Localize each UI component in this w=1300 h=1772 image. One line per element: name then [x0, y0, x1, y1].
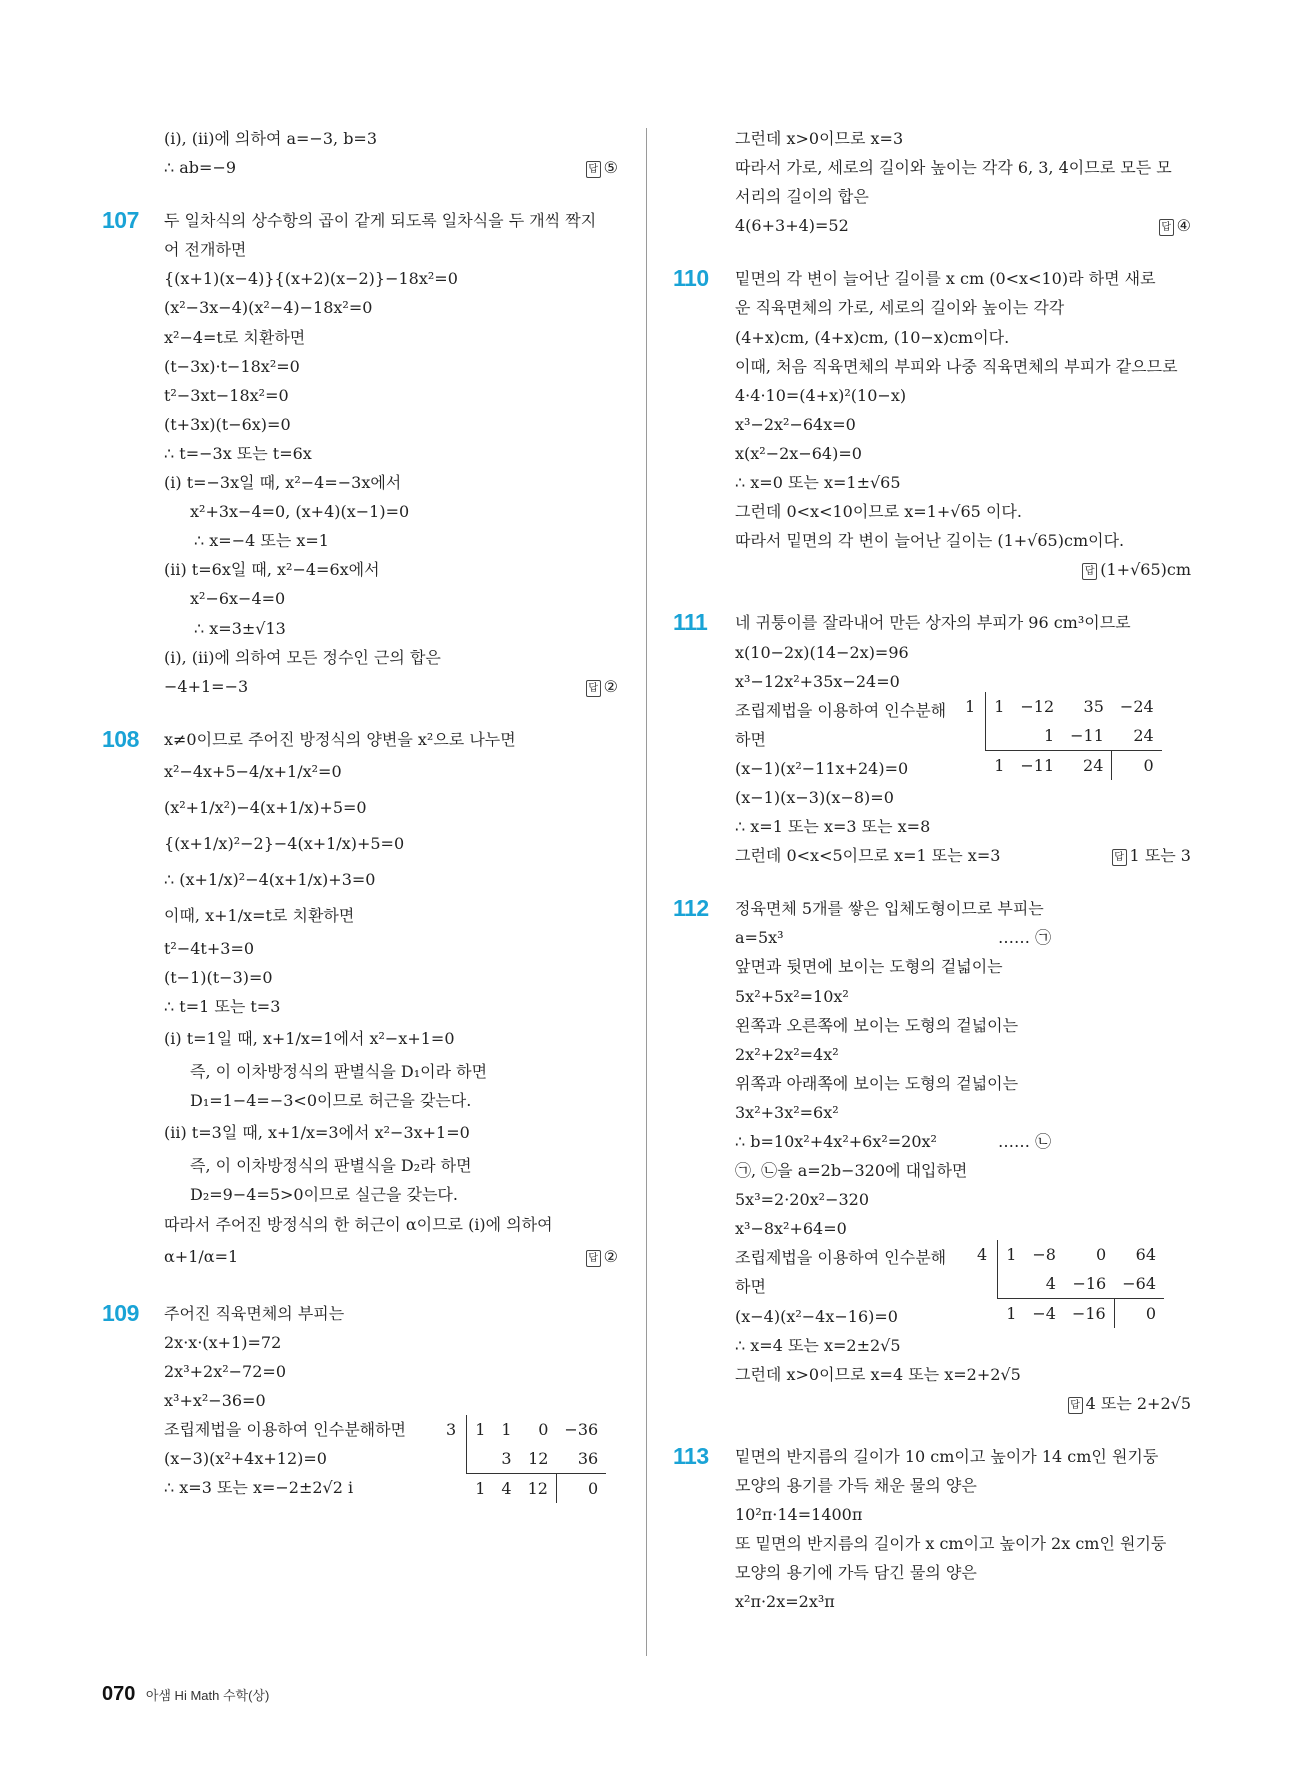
text-line: 모양의 용기를 가득 채운 물의 양은: [735, 1476, 977, 1496]
left-column: [102, 124, 618, 1502]
right-column: [673, 124, 1191, 1617]
text-line: 정육면체 5개를 쌓은 입체도형이므로 부피는: [735, 899, 1044, 919]
synthetic-cell: −36: [564, 1419, 599, 1439]
text-line: 운 직육면체의 가로, 세로의 길이와 높이는 각각: [735, 298, 1065, 318]
problem-108: [102, 725, 618, 1275]
text-line: (ⅰ), (ⅱ)에 의하여 모든 정수인 근의 합은: [164, 647, 441, 667]
text-line: x³−8x²+64=0: [735, 1219, 847, 1239]
answer: 답 (1+√65)cm: [1082, 560, 1191, 579]
answer: 답 ②: [586, 672, 618, 701]
synthetic-cell: −11: [1012, 751, 1062, 781]
synthetic-cell: 4: [493, 1473, 519, 1503]
problem-number: 110: [673, 265, 709, 292]
text-line: (ⅰ) t=−3x일 때, x²−4=−3x에서: [164, 473, 402, 493]
text-line: a=5x³: [735, 928, 784, 948]
problem-number: 112: [673, 895, 709, 922]
text-line: ∴ x=3 또는 x=−2±2√2 i: [164, 1478, 354, 1498]
synthetic-cell: 35: [1083, 697, 1104, 717]
synthetic-division: [957, 692, 1162, 780]
text-line: 따라서 가로, 세로의 길이와 높이는 각각 6, 3, 4이므로 모든 모: [735, 158, 1172, 178]
text-line: x(x²−2x−64)=0: [735, 443, 862, 463]
text-line: 5x³=2·20x²−320: [735, 1190, 870, 1210]
problem-number: 108: [102, 725, 139, 752]
text-line: (t+3x)(t−6x)=0: [164, 414, 291, 434]
problem-number: 111: [673, 609, 708, 636]
synthetic-cell: 0: [538, 1419, 549, 1439]
synthetic-cell: [998, 1269, 1025, 1299]
page-number: 070: [102, 1683, 136, 1705]
synthetic-divisor: 4: [969, 1240, 998, 1269]
text-line: 그런데 0<x<10이므로 x=1+√65 이다.: [735, 502, 1022, 522]
synthetic-cell: −24: [1119, 697, 1154, 717]
problem-number: 107: [102, 207, 139, 234]
synthetic-cell: 1: [475, 1419, 486, 1439]
synthetic-cell: 36: [577, 1448, 599, 1468]
text-line: x≠0이므로 주어진 방정식의 양변을 x²으로 나누면: [164, 729, 516, 749]
synthetic-cell: [467, 1444, 494, 1474]
text-line: (ⅰ) t=1일 때, x+1/x=1에서 x²−x+1=0: [164, 1029, 455, 1049]
synthetic-remainder: 0: [1112, 751, 1162, 781]
text-line: 위쪽과 아래쪽에 보이는 도형의 겉넓이는: [735, 1073, 1019, 1093]
synthetic-cell: 1: [998, 1299, 1025, 1329]
synthetic-cell: 1: [467, 1473, 494, 1503]
problem-111: [673, 608, 1191, 870]
text-line: x²−4=t로 치환하면: [164, 327, 306, 347]
text-line: (ⅱ) t=6x일 때, x²−4=6x에서: [164, 560, 380, 580]
problem-109-continued: [673, 124, 1191, 240]
book-title: 아샘 Hi Math 수학(상): [145, 1688, 270, 1703]
synthetic-cell: −11: [1070, 726, 1104, 746]
answer-icon: 답: [1082, 563, 1097, 580]
text-line: ∴ b=10x²+4x²+6x²=20x²: [735, 1132, 937, 1151]
text-line: x²π·2x=2x³π: [735, 1592, 835, 1612]
text-line: 두 일차식의 상수항의 곱이 같게 되도록 일차식을 두 개씩 짝지: [164, 211, 597, 231]
text-line: 앞면과 뒷면에 보이는 도형의 겉넓이는: [735, 957, 1003, 977]
text-line: x²−6x−4=0: [190, 589, 286, 609]
text-line: 그런데 x>0이므로 x=3: [735, 129, 904, 148]
text-line: D₁=1−4=−3<0이므로 허근을 갖는다.: [190, 1091, 472, 1111]
text-line: D₂=9−4=5>0이므로 실근을 갖는다.: [190, 1185, 458, 1205]
synthetic-division: [969, 1240, 1164, 1328]
answer: 답 ⑤: [586, 153, 618, 182]
synthetic-remainder: 0: [556, 1473, 606, 1503]
synthetic-cell: −8: [1032, 1245, 1056, 1265]
equation-mark: …… ㉡: [998, 1132, 1052, 1151]
synthetic-divisor: 1: [957, 692, 986, 721]
text-line: (t−1)(t−3)=0: [164, 967, 273, 987]
answer: 답 4 또는 2+2√5: [1068, 1394, 1191, 1413]
text-line: ∴ x=4 또는 x=2±2√5: [735, 1335, 901, 1355]
text-line: x³+x²−36=0: [164, 1390, 266, 1410]
synthetic-remainder: 0: [1114, 1299, 1164, 1329]
problem-106-tail: [102, 124, 618, 182]
answer-icon: 답: [1159, 219, 1174, 236]
problem-110: [673, 264, 1191, 584]
synthetic-cell: 4: [1045, 1274, 1056, 1294]
text-line: t²−4t+3=0: [164, 938, 255, 958]
synthetic-cell: −16: [1072, 1274, 1107, 1294]
answer: 답 ②: [586, 1239, 618, 1275]
text-line: 모양의 용기에 가득 담긴 물의 양은: [735, 1563, 977, 1583]
text-line: ∴ x=3±√13: [194, 618, 286, 638]
text-line: 즉, 이 이차방정식의 판별식을 D₁이라 하면: [190, 1062, 488, 1082]
text-line: ∴ (x+1/x)²−4(x+1/x)+3=0: [164, 869, 376, 889]
answer-icon: 답: [586, 1250, 601, 1267]
text-line: (x²−3x−4)(x²−4)−18x²=0: [164, 298, 373, 318]
text-line: 10²π·14=1400π: [735, 1505, 863, 1525]
text-line: 조립제법을 이용하여 인수분해: [735, 1248, 947, 1268]
synthetic-cell: 64: [1135, 1245, 1156, 1265]
synthetic-cell: 3: [501, 1448, 512, 1468]
synthetic-cell: 24: [1133, 726, 1154, 746]
answer: 답 ④: [1159, 211, 1191, 240]
text-line: 하면: [735, 729, 766, 749]
synthetic-cell: −4: [1024, 1299, 1064, 1329]
problem-113: [673, 1442, 1191, 1617]
text-line: 어 전개하면: [164, 240, 247, 260]
synthetic-cell: 1: [1043, 726, 1055, 746]
text-line: 따라서 밑면의 각 변이 늘어난 길이는 (1+√65)cm이다.: [735, 531, 1125, 551]
text-line: x²+3x−4=0, (x+4)(x−1)=0: [190, 502, 410, 522]
text-line: 이때, 처음 직육면체의 부피와 나중 직육면체의 부피가 같으므로: [735, 356, 1178, 376]
text-line: (x−1)(x−3)(x−8)=0: [735, 787, 894, 807]
text-line: 네 귀퉁이를 잘라내어 만든 상자의 부피가 96 cm³이므로: [735, 613, 1131, 633]
text-line: x³−12x²+35x−24=0: [735, 671, 900, 691]
synthetic-cell: 0: [1096, 1245, 1107, 1265]
answer-icon: 답: [586, 680, 601, 697]
text-line: ∴ t=1 또는 t=3: [164, 997, 281, 1017]
problem-109: [102, 1299, 618, 1503]
page-footer: [102, 1683, 269, 1706]
text-line: −4+1=−3: [164, 676, 249, 696]
synthetic-cell: −16: [1064, 1299, 1114, 1329]
synthetic-cell: −64: [1122, 1274, 1156, 1294]
synthetic-cell: 12: [520, 1473, 557, 1503]
text-line: 조립제법을 이용하여 인수분해: [735, 700, 947, 720]
synthetic-cell: −12: [1020, 697, 1055, 717]
text-line: x(10−2x)(14−2x)=96: [735, 642, 909, 662]
synthetic-cell: 12: [528, 1448, 549, 1468]
answer: 답 1 또는 3: [1112, 841, 1191, 870]
synthetic-cell: 1: [1006, 1245, 1017, 1265]
problem-112: [673, 894, 1191, 1418]
text-line: ㉠, ㉡을 a=2b−320에 대입하면: [735, 1161, 968, 1181]
synthetic-cell: 24: [1062, 751, 1112, 781]
text-line: 밑면의 각 변이 늘어난 길이를 x cm (0<x<10)라 하면 새로: [735, 269, 1156, 289]
problem-number: 113: [673, 1442, 709, 1469]
synthetic-cell: 1: [994, 697, 1005, 717]
text-line: {(x+1)(x−4)}{(x+2)(x−2)}−18x²=0: [164, 269, 458, 289]
text-line: {(x+1/x)²−2}−4(x+1/x)+5=0: [164, 833, 405, 853]
synthetic-divisor: 3: [438, 1415, 467, 1444]
text-line: (ⅱ) t=3일 때, x+1/x=3에서 x²−3x+1=0: [164, 1123, 470, 1143]
text-line: (x−1)(x²−11x+24)=0: [735, 758, 909, 778]
text-line: ∴ x=1 또는 x=3 또는 x=8: [735, 817, 931, 837]
problem-number: 109: [102, 1299, 139, 1326]
text-line: α+1/α=1: [164, 1246, 239, 1266]
text-line: ∴ x=0 또는 x=1±√65: [735, 473, 901, 493]
column-divider: [646, 128, 647, 1656]
text-line: 조립제법을 이용하여 인수분해하면: [164, 1420, 407, 1439]
text-line: (x−3)(x²+4x+12)=0: [164, 1449, 327, 1469]
text-line: 4(6+3+4)=52: [735, 216, 849, 236]
text-line: 밑면의 반지름의 길이가 10 cm이고 높이가 14 cm인 원기둥: [735, 1446, 1159, 1466]
text-line: 2x·x·(x+1)=72: [164, 1332, 282, 1352]
text-line: 왼쪽과 오른쪽에 보이는 도형의 겉넓이는: [735, 1015, 1019, 1035]
text-line: 4·4·10=(4+x)²(10−x): [735, 385, 907, 405]
synthetic-cell: 1: [501, 1419, 512, 1439]
text-line: (x−4)(x²−4x−16)=0: [735, 1306, 898, 1326]
text-line: 그런데 x>0이므로 x=4 또는 x=2+2√5: [735, 1364, 1021, 1384]
answer-icon: 답: [1112, 849, 1127, 866]
text-line: ∴ x=−4 또는 x=1: [194, 531, 329, 551]
text-line: 하면: [735, 1277, 766, 1297]
text-line: (4+x)cm, (4+x)cm, (10−x)cm이다.: [735, 327, 1010, 347]
text-line: (ⅰ), (ⅱ)에 의하여 a=−3, b=3: [164, 129, 378, 148]
text-line: 2x²+2x²=4x²: [735, 1044, 839, 1064]
synthetic-cell: 1: [986, 751, 1013, 781]
answer-icon: 답: [1068, 1397, 1083, 1414]
problem-107: [102, 206, 618, 701]
text-line: x²−4x+5−4/x+1/x²=0: [164, 761, 342, 781]
text-line: 주어진 직육면체의 부피는: [164, 1303, 345, 1323]
text-line: x³−2x²−64x=0: [735, 414, 856, 434]
text-line: 즉, 이 이차방정식의 판별식을 D₂라 하면: [190, 1156, 472, 1176]
text-line: (t−3x)·t−18x²=0: [164, 356, 300, 376]
text-line: ∴ ab=−9: [164, 158, 237, 178]
text-line: 따라서 주어진 방정식의 한 허근이 α이므로 (ⅰ)에 의하여: [164, 1214, 553, 1234]
text-line: 5x²+5x²=10x²: [735, 986, 849, 1006]
text-line: 서리의 길이의 합은: [735, 187, 869, 207]
synthetic-cell: [986, 721, 1013, 751]
text-line: 이때, x+1/x=t로 치환하면: [164, 905, 355, 925]
text-line: 또 밑면의 반지름의 길이가 x cm이고 높이가 2x cm인 원기둥: [735, 1534, 1167, 1554]
text-line: ∴ t=−3x 또는 t=6x: [164, 443, 312, 463]
text-line: 3x²+3x²=6x²: [735, 1102, 839, 1122]
synthetic-division: [438, 1415, 606, 1503]
text-line: t²−3xt−18x²=0: [164, 385, 289, 405]
text-line: 2x³+2x²−72=0: [164, 1361, 286, 1381]
text-line: 그런데 0<x<5이므로 x=1 또는 x=3: [735, 846, 1001, 866]
equation-mark: …… ㉠: [998, 928, 1052, 948]
text-line: (x²+1/x²)−4(x+1/x)+5=0: [164, 797, 367, 817]
answer-icon: 답: [586, 161, 601, 178]
